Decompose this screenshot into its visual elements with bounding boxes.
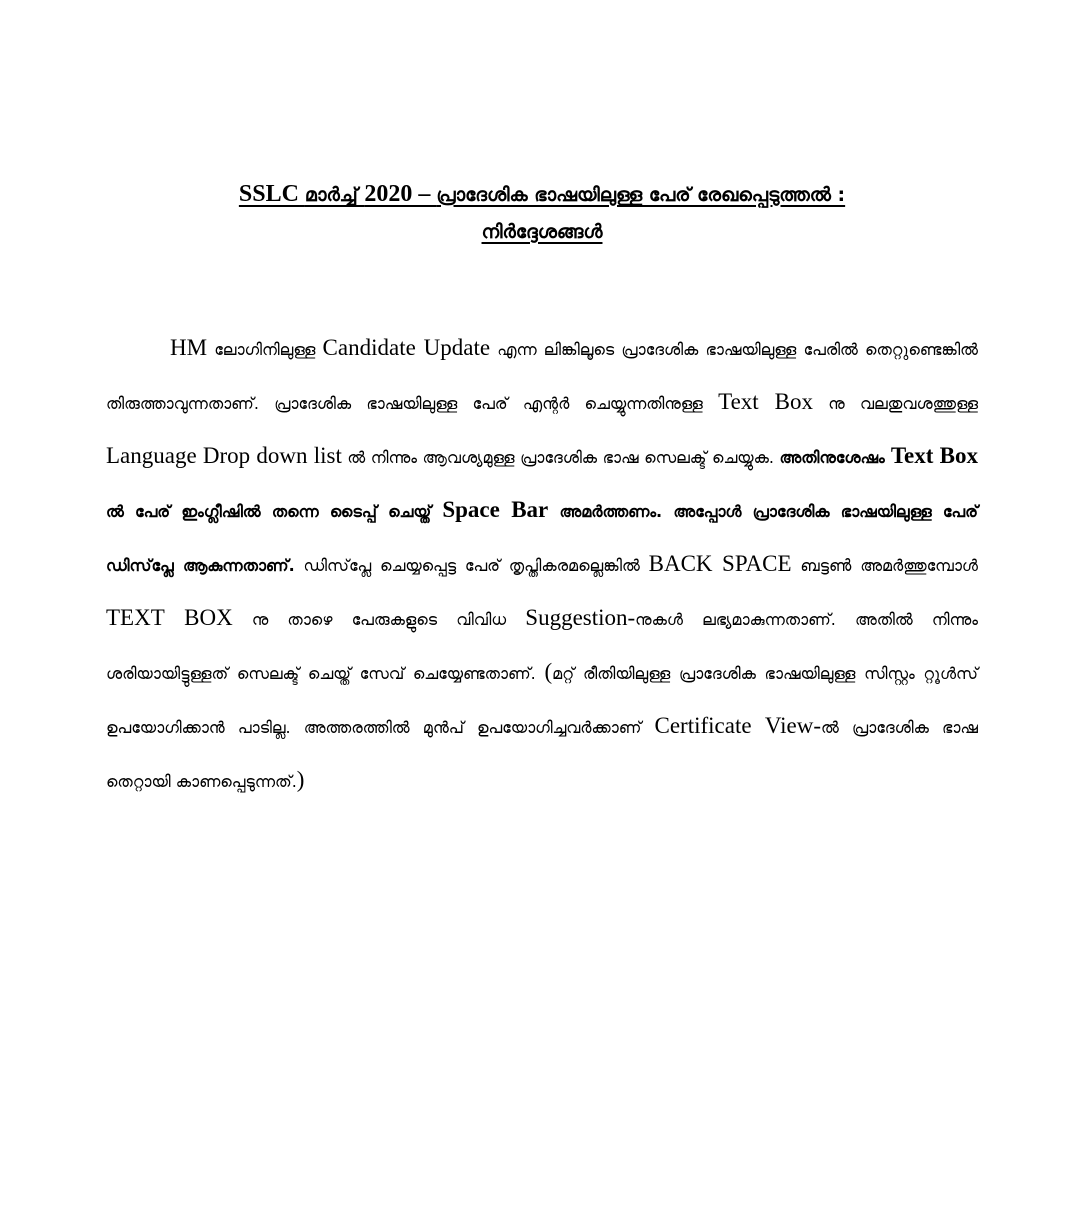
text-ml: നു താഴെ പേരുകളുടെ വിവിധ — [232, 610, 526, 629]
title-ml-2: പ്രാദേശിക ഭാഷയിലുള്ള പേര് രേഖപ്പെടുത്തൽ : — [436, 184, 846, 206]
text-en: Language Drop down list — [106, 443, 342, 468]
title-ml-1: മാർച്ച് — [304, 184, 365, 206]
text-en: Certificate View- — [654, 713, 822, 738]
text-en: TEXT BOX — [106, 605, 233, 630]
text-ml: നുകൾ ലഭ്യമാകുന്നതാണ്. അതിൽ നിന്നും ശരിയായിട്ടുള്ളത് സെലക്ട് ചെയ്ത് സേവ് ചെയ്യേണ്ടതാണ്. — [106, 610, 979, 683]
text-ml-bold: ൽ പേര് ഇംഗ്ലീഷിൽ തന്നെ ടൈപ്പ് ചെയ്ത് — [106, 502, 443, 521]
text-en: Candidate Update — [322, 335, 491, 360]
text-ml: ഡിസ്‌പ്ലേ ചെയ്യപ്പെട്ട പേര് തൃപ്തികരമല്ലെങ്കിൽ — [294, 556, 649, 575]
text-ml: ൽ നിന്നും ആവശ്യമുള്ള പ്രാദേശിക ഭാഷ സെലക്ട് ചെയ്യുക. — [341, 448, 780, 467]
text-en: ( — [544, 659, 553, 684]
text-ml-bold: അമർത്തണം. അപ്പോൾ പ്രാദേശിക ഭാഷയിലുള്ള പേര് ഡിസ്‌പ്ലേ ആകുന്നതാണ്. — [106, 502, 978, 575]
text-ml-bold: അതിനുശേഷം — [779, 448, 891, 467]
text-en-bold: Space Bar — [442, 497, 549, 522]
document-title — [106, 176, 978, 250]
instruction-paragraph — [106, 322, 978, 808]
text-en: HM — [170, 335, 208, 360]
text-ml: ൽ പ്രാദേശിക ഭാഷ തെറ്റായി കാണപ്പെടുന്നത്. — [106, 718, 978, 791]
text-en: Suggestion- — [525, 605, 636, 630]
text-en: BACK SPACE — [648, 551, 792, 576]
title-en-1: SSLC — [238, 181, 305, 207]
text-en: Text Box — [718, 389, 813, 414]
text-ml: ബട്ടൺ അമർത്തുമ്പോൾ — [791, 556, 978, 575]
text-ml: നു വലതുവശത്തുള്ള — [812, 394, 979, 413]
text-en: ) — [296, 767, 305, 792]
text-ml: ലോഗിനിലുള്ള — [207, 340, 323, 359]
text-ml: മറ്റ് രീതിയിലുള്ള പ്രാദേശിക ഭാഷയിലുള്ള സിസ്റ്റം റ്റൂൾസ് ഉപയോഗിക്കാൻ പാടില്ല. അത്തരത്തിൽ മുൻപ് ഉപയോഗിച്ചവർക്കാണ് — [106, 664, 978, 737]
text-en-bold: Text Box — [890, 443, 978, 468]
title-line-2: നിർദ്ദേശങ്ങൾ — [481, 221, 603, 243]
text-ml: എന്ന ലിങ്കിലൂടെ പ്രാദേശിക ഭാഷയിലുള്ള പേരിൽ തെറ്റുണ്ടെങ്കിൽ തിരുത്താവുന്നതാണ്. പ്രാദേശിക ഭാഷയിലുള്ള പേര് എന്റർ ചെയ്യുന്നതിനുള്ള — [106, 340, 978, 413]
title-en-2: 2020 – — [364, 181, 437, 207]
